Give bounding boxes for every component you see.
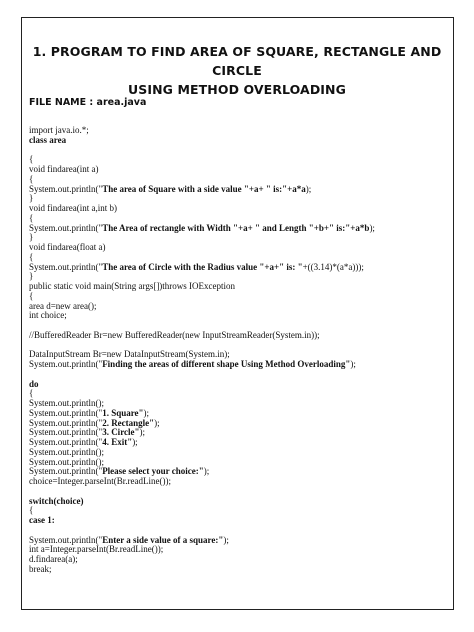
code-line: area d=new area(); [29,300,97,311]
code-line: DataInputStream Br=new DataInputStream(System.in); [29,349,230,360]
code-line: break; [29,563,52,574]
title-line-1: 1. PROGRAM TO FIND AREA OF SQUARE, RECTANGLE AND CIRCLE [32,44,442,78]
code-line: void findarea(float a) [29,242,106,252]
code-line: System.out.println(); [29,456,104,467]
code-line: } [29,232,34,243]
code-line: System.out.println("The Area of rectangle with Width "+a+ " and Length "+b+" is:"+a*b); [29,222,375,233]
code-line: do [29,378,39,389]
code-line: System.out.println("Finding the areas of different shape Using Method Overloading"); [29,359,356,369]
code-line: System.out.println(); [29,398,104,408]
code-line: public static void main(String args[])throws IOException [29,281,236,291]
code-line: import java.io.*; [29,125,89,135]
code-line: System.out.println("3. Circle"); [29,427,146,438]
document-title [30,42,444,99]
code-line: System.out.println("1. Square"); [29,407,150,418]
code-line: { [29,290,34,301]
code-line: { [29,173,34,184]
code-line: d.findarea(a); [29,554,78,564]
code-line: { [29,251,34,262]
code-line: System.out.println("Please select your choice:"); [29,466,210,477]
code-line: System.out.println(); [29,446,104,457]
code-line: { [29,212,34,223]
code-line: System.out.println("Enter a side value of a square:"); [29,534,229,545]
title-line-2: USING METHOD OVERLOADING [128,82,346,97]
code-line: } [29,271,34,282]
code-line: //BufferedReader Br=new BufferedReader(new InputStreamReader(System.in)); [29,329,320,340]
code-line: class area [29,134,67,145]
code-line: } [29,193,34,204]
code-line: choice=Integer.parseInt(Br.readLine()); [29,476,172,486]
code-line: { [29,388,34,399]
code-line: void findarea(int a) [29,164,99,174]
code-line: System.out.println("The area of Circle with the Radius value "+a+" is: "+((3.14)*(a*a))); [29,261,364,272]
code-line: System.out.println("2. Rectangle"); [29,417,160,428]
code-line: case 1: [29,515,55,525]
code-line: int choice; [29,310,67,321]
code-line: { [29,505,34,516]
code-line: { [29,154,34,165]
code-line: void findarea(int a,int b) [29,203,117,213]
code-line: int a=Integer.parseInt(Br.readLine()); [29,544,164,555]
code-line: System.out.println("The area of Square with a side value "+a+ " is:"+a*a); [29,183,312,194]
code-line: switch(choice) [29,495,84,506]
file-name-label: FILE NAME : area.java [29,97,147,108]
code-line: System.out.println("4. Exit"); [29,437,138,447]
code-block [29,126,449,575]
